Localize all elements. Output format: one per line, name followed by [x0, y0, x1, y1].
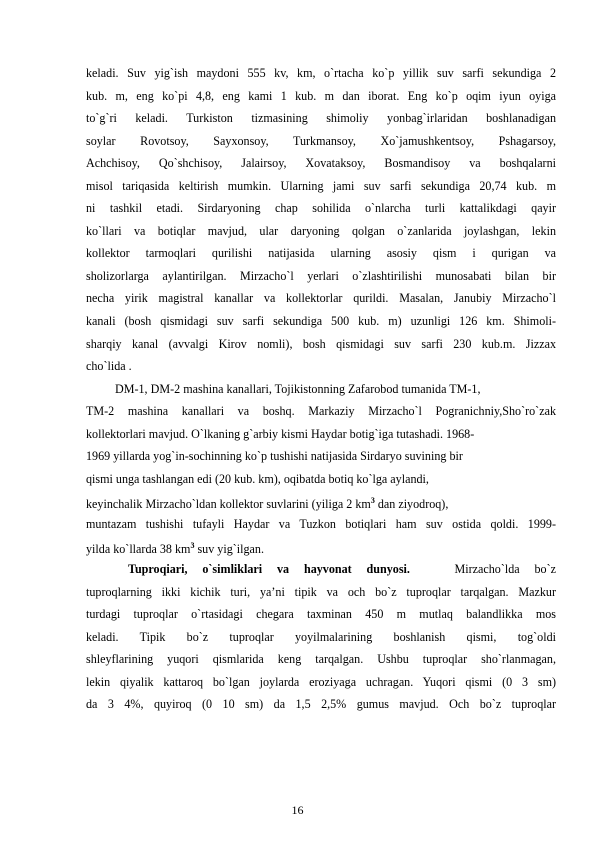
text-fragment: yilda ko`llarda 38 km [86, 542, 191, 557]
text-line: DM-1, DM-2 mashina kanallari, Tojikistonning Zafarobod tumanida TM-1, [115, 381, 481, 396]
text-line: da 3 4%, quyiroq (0 10 sm) da 1,5 2,5% gumus mavjud. Och bo`z tuproqlar [86, 697, 556, 712]
text-fragment: keyinchalik Mirzacho`ldan kollektor suvlarini (yiliga 2 km [86, 497, 371, 512]
superscript: 3 [190, 541, 195, 551]
text-line: TM-2 mashina kanallari va boshq. Markaziy Mirzacho`l Pogranichniy,Sho`ro`zak [86, 404, 556, 419]
text-line: turdagi tuproqlar o`rtasidagi chegara taxminan 450 m mutlaq balandlikka mos [86, 607, 556, 622]
text-line: 1969 yillarda yog`in-sochinning ko`p tushishi natijasida Sirdaryo suvining bir [86, 449, 463, 464]
text-line: to`g`ri keladi. Turkiston tizmasining shimoliy yonbag`irlaridan boshlanadigan [86, 111, 556, 126]
text-line: ko`llari va botiqlar mavjud, ular daryoning qolgan o`zanlarida joylashgan, lekin [86, 223, 556, 238]
text-line: Achchisoy, Qo`shchisoy, Jalairsoy, Xovataksoy, Bosmandisoy va boshqalarni [86, 156, 556, 171]
text-fragment: suv yig`ilgan. [194, 542, 264, 557]
text-line: sharqiy kanal (avvalgi Kirov nomli), bosh qismidagi suv sarfi 230 kub.m. Jizzax [86, 336, 556, 351]
text-line: kub. m, eng ko`pi 4,8, eng kami 1 kub. m dan iborat. Eng ko`p oqim iyun oyiga [86, 88, 556, 103]
text-fragment: Mirzacho`lda bo`z [454, 562, 556, 577]
section-heading: Tuproqiari, o`simliklari va hayvonat dunyosi. [128, 562, 410, 577]
text-line [86, 535, 556, 558]
text-line: muntazam tushishi tufayli Haydar va Tuzkon botiqlari ham suv ostida qoldi. 1999- [86, 516, 556, 531]
text-line: cho`lida . [86, 359, 132, 374]
text-line: keladi. Suv yig`ish maydoni 555 kv, km, o`rtacha ko`p yillik suv sarfi sekundiga 2 [86, 66, 556, 80]
text-line: qismi unga tashlangan edi (20 kub. km), oqibatda botiq ko`lga aylandi, [86, 471, 429, 486]
section-heading-line [86, 558, 556, 581]
page-number: 16 [291, 803, 304, 817]
text-line: lekin qiyalik kattaroq bo`lgan joylarda eroziyaga uchragan. Yuqori qismi (0 3 sm) [86, 674, 556, 689]
text-line: shleyflarining yuqori qismlarida keng tarqalgan. Ushbu tuproqlar sho`rlanmagan, [86, 652, 556, 667]
text-line: kollektorlari mavjud. O`lkaning g`arbiy kismi Haydar botig`iga tutashadi. 1968- [86, 426, 475, 441]
text-line: sholizorlarga aylantirilgan. Mirzacho`l yerlari o`zlashtirilishi munosabati bilan bir [86, 268, 556, 283]
text-line: keladi. Tipik bo`z tuproqlar yoyilmalarining boshlanish qismi, tog`oldi [86, 629, 556, 644]
text-fragment: dan ziyodroq), [374, 497, 449, 512]
text-line: kollektor tarmoqlari qurilishi natijasida ularning asosiy qism i qurigan va [86, 246, 556, 261]
text-line: misol tariqasida keltirish mumkin. Ularning jami suv sarfi sekundiga 20,74 kub. m [86, 178, 556, 193]
document-page [86, 62, 556, 716]
text-line: kanali (bosh qismidagi suv sarfi sekundiga 500 kub. m) uzunligi 126 km. Shimoli- [86, 314, 556, 329]
text-line [86, 490, 556, 513]
superscript: 3 [370, 496, 375, 506]
text-line: ni tashkil etadi. Sirdaryoning chap sohilida o`nlarcha turli kattalikdagi qayir [86, 201, 556, 216]
text-line: tuproqlarning ikki kichik turi, ya’ni tipik va och bo`z tuproqlar tarqalgan. Mazkur [86, 584, 556, 599]
text-line: necha yirik magistral kanallar va kollektorlar qurildi. Masalan, Janubiy Mirzacho`l [86, 291, 556, 306]
text-line: soylar Rovotsoy, Sayxonsoy, Turkmansoy, Xo`jamushkentsoy, Pshagarsoy, [86, 133, 556, 148]
